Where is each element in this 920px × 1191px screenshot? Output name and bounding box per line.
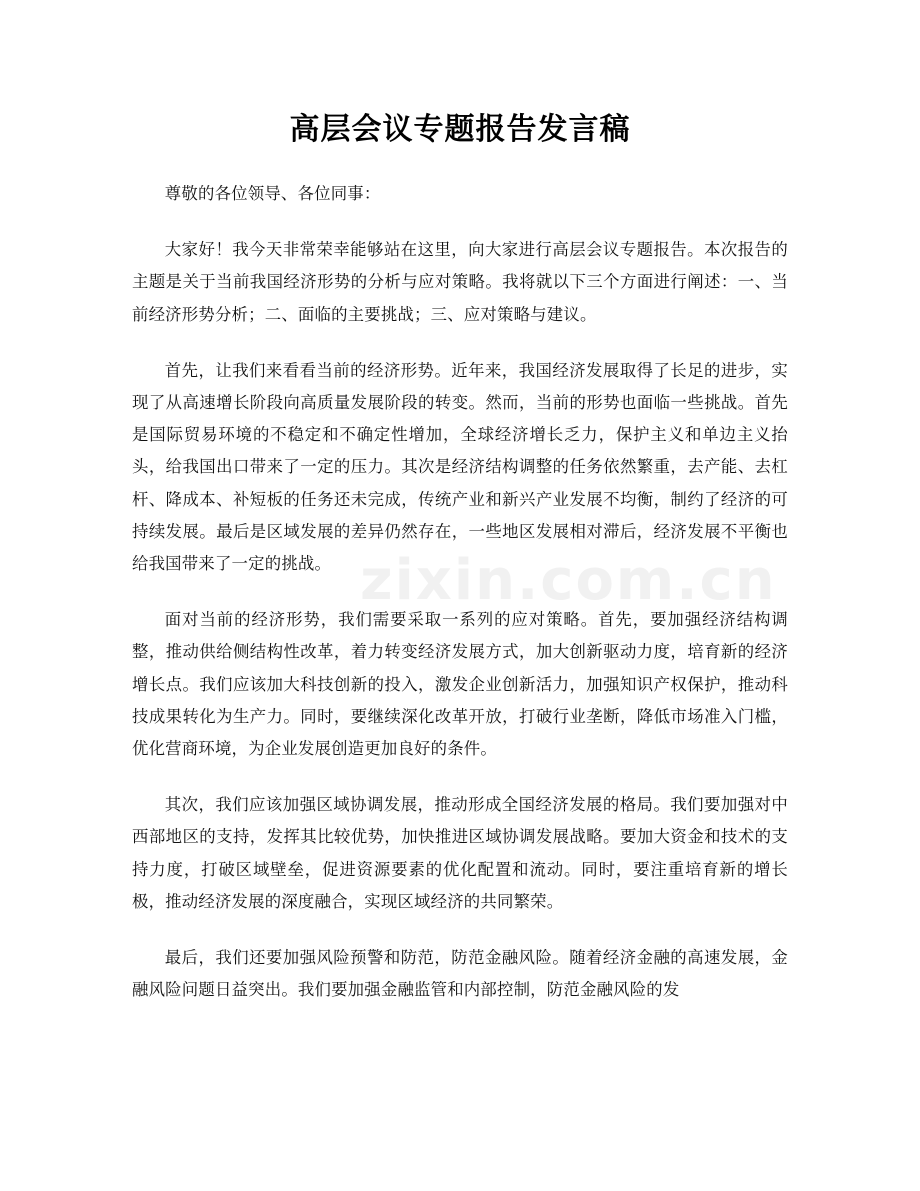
paragraph-intro: 大家好！我今天非常荣幸能够站在这里，向大家进行高层会议专题报告。本次报告的主题是关于当前我国经济形势的分析与应对策略。我将就以下三个方面进行阐述：一、当前经济形势分析；二、面临的主要挑战；三、应对策略与建议。 (132, 240, 788, 324)
salutation: 尊敬的各位领导、各位同事： (164, 184, 381, 203)
paragraph-risk: 最后，我们还要加强风险预警和防范，防范金融风险。随着经济金融的高速发展，金融风险问题日益突出。我们要加强金融监管和内部控制，防范金融风险的发 (132, 948, 788, 1000)
document-title: 高层会议专题报告发言稿 (289, 112, 631, 147)
watermark: zixin.com.cn (360, 548, 777, 613)
document-body (132, 178, 788, 1030)
paragraph-situation: 首先，让我们来看看当前的经济形势。近年来，我国经济发展取得了长足的进步，实现了从高速增长阶段向高质量发展阶段的转变。然而，当前的形势也面临一些挑战。首先是国际贸易环境的不稳定和不确定性增加，全球经济增长乏力，保护主义和单边主义抬头，给我国出口带来了一定的压力。其次是经济结构调整的任务依然繁重，去产能、去杠杆、降成本、补短板的任务还未完成，传统产业和新兴产业发展不均衡，制约了经济的可持续发展。最后是区域发展的差异仍然存在，一些地区发展相对滞后，经济发展不平衡也给我国带来了一定的挑战。 (132, 360, 788, 574)
paragraph-strategy: 面对当前的经济形势，我们需要采取一系列的应对策略。首先，要加强经济结构调整，推动供给侧结构性改革，着力转变经济发展方式，加大创新驱动力度，培育新的经济增长点。我们应该加大科技创新的投入，激发企业创新活力，加强知识产权保护，推动科技成果转化为生产力。同时，要继续深化改革开放，打破行业垄断，降低市场准入门槛，优化营商环境，为企业发展创造更加良好的条件。 (132, 610, 788, 759)
paragraph-regional: 其次，我们应该加强区域协调发展，推动形成全国经济发展的格局。我们要加强对中西部地区的支持，发挥其比较优势，加快推进区域协调发展战略。要加大资金和技术的支持力度，打破区域壁垒，促进资源要素的优化配置和流动。同时，要注重培育新的增长极，推动经济发展的深度融合，实现区域经济的共同繁荣。 (132, 795, 788, 911)
